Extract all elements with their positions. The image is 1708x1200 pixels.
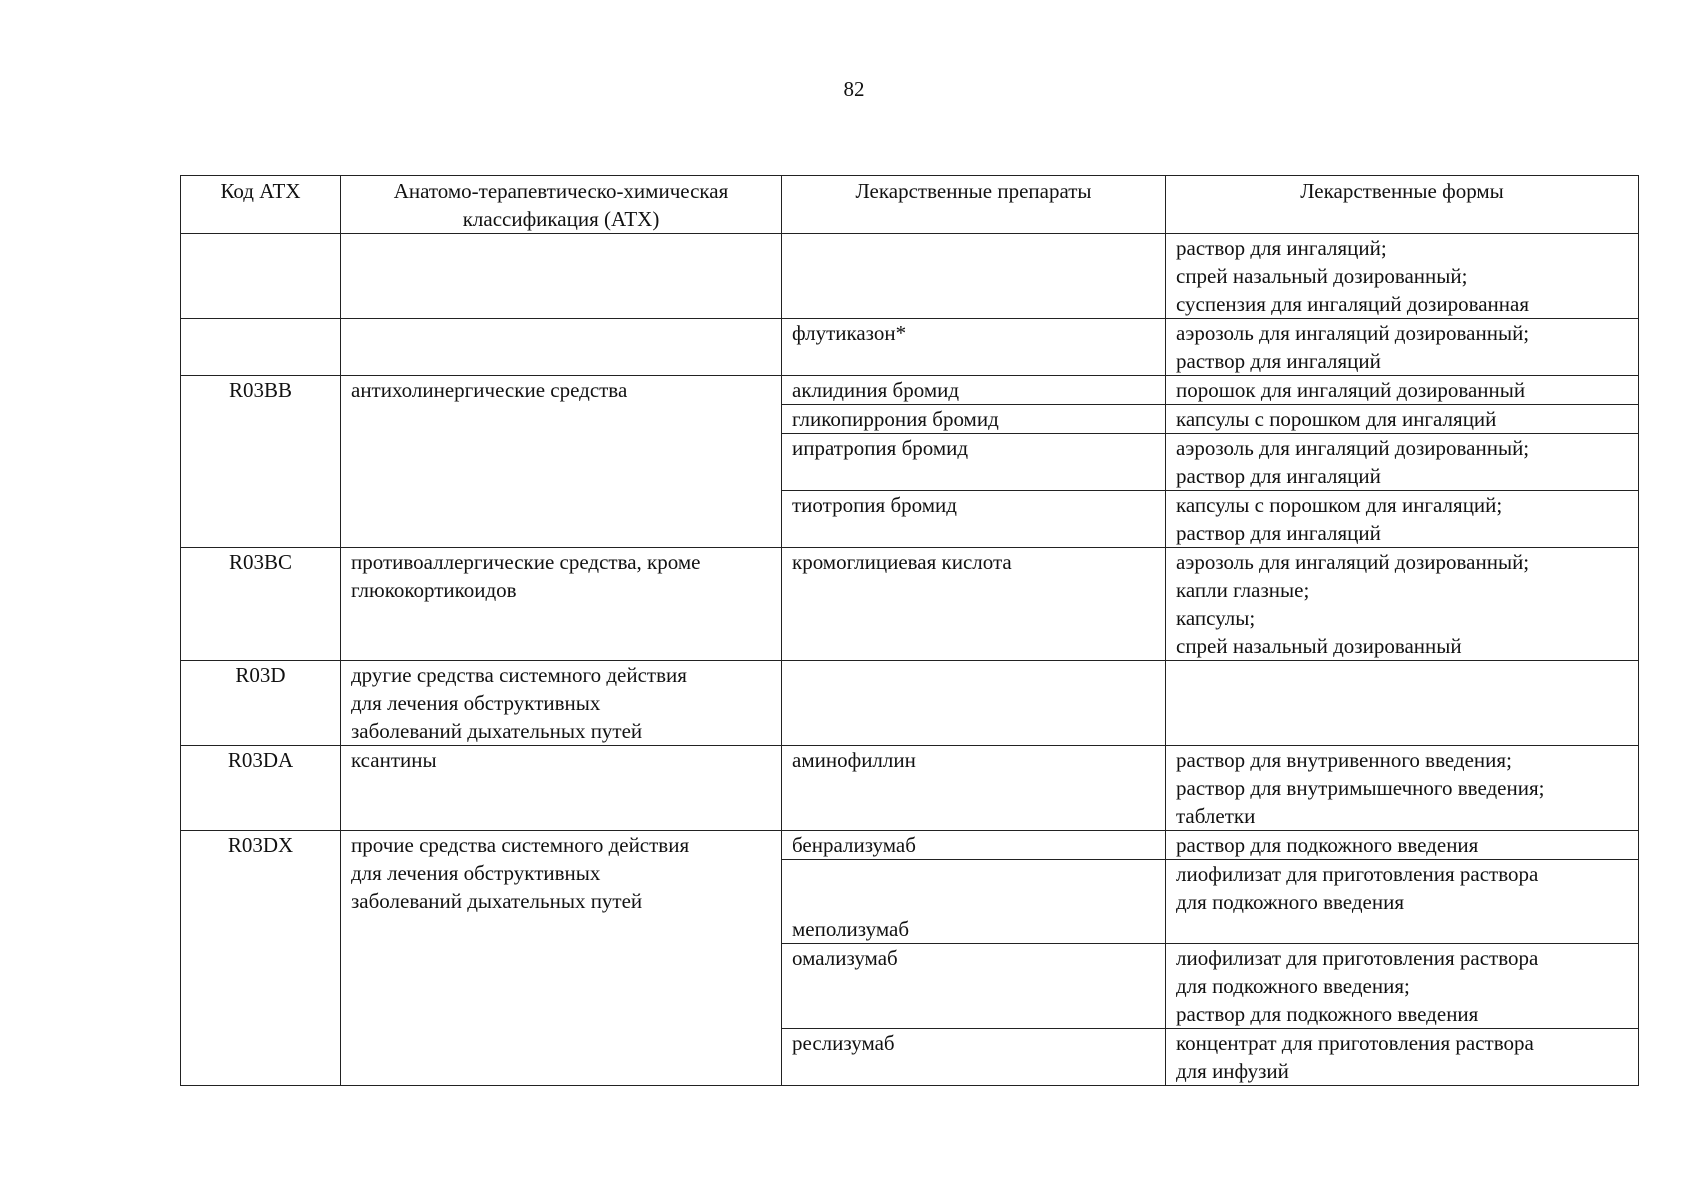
drug-name: ипратропия бромид bbox=[792, 436, 969, 460]
forms-cell bbox=[1166, 944, 1639, 1029]
form-line: аэрозоль для ингаляций дозированный; bbox=[1176, 436, 1530, 460]
drug-cell bbox=[782, 831, 1166, 860]
forms-cell bbox=[1166, 548, 1639, 661]
form-line: раствор для ингаляций bbox=[1176, 349, 1381, 373]
form-line: капсулы с порошком для ингаляций bbox=[1176, 407, 1497, 431]
drug-cell bbox=[782, 234, 1166, 319]
drug-cell bbox=[782, 661, 1166, 746]
table-row bbox=[181, 548, 1639, 661]
drug-name: тиотропия бромид bbox=[792, 493, 957, 517]
form-line: раствор для ингаляций bbox=[1176, 521, 1381, 545]
classification-line: заболеваний дыхательных путей bbox=[351, 719, 643, 743]
header-classification: Анатомо-терапевтическо-химическая классификация (АТХ) bbox=[341, 176, 782, 234]
drug-cell bbox=[782, 944, 1166, 1029]
form-line: раствор для подкожного введения bbox=[1176, 833, 1479, 857]
form-line: для подкожного введения; bbox=[1176, 974, 1410, 998]
page-number: 82 bbox=[843, 77, 865, 101]
forms-cell bbox=[1166, 860, 1639, 944]
drug-name: кромоглициевая кислота bbox=[792, 550, 1012, 574]
form-line: раствор для внутривенного введения; bbox=[1176, 748, 1512, 772]
form-line: аэрозоль для ингаляций дозированный; bbox=[1176, 550, 1530, 574]
drug-name: аклидиния бромид bbox=[792, 378, 960, 402]
form-line: раствор для ингаляций; bbox=[1176, 236, 1387, 260]
form-line: спрей назальный дозированный; bbox=[1176, 264, 1468, 288]
classification-cell bbox=[341, 661, 782, 746]
atc-code-cell: R03BB bbox=[181, 376, 341, 548]
forms-cell bbox=[1166, 831, 1639, 860]
drug-cell bbox=[782, 434, 1166, 491]
table-row bbox=[181, 234, 1639, 319]
form-line: капсулы с порошком для ингаляций; bbox=[1176, 493, 1503, 517]
form-line: для подкожного введения bbox=[1176, 890, 1404, 914]
atc-code-cell: R03D bbox=[181, 661, 341, 746]
table-row bbox=[181, 831, 1639, 860]
table-row bbox=[181, 319, 1639, 376]
form-line: раствор для ингаляций bbox=[1176, 464, 1381, 488]
forms-cell bbox=[1166, 746, 1639, 831]
classification-cell bbox=[341, 548, 782, 661]
drug-name: бенрализумаб bbox=[792, 833, 916, 857]
forms-cell bbox=[1166, 491, 1639, 548]
form-line: порошок для ингаляций дозированный bbox=[1176, 378, 1526, 402]
drug-cell bbox=[782, 1029, 1166, 1086]
atc-drug-table bbox=[180, 175, 1639, 1086]
drug-name: реслизумаб bbox=[792, 1031, 895, 1055]
drug-name: флутиказон* bbox=[792, 321, 907, 345]
classification-line: прочие средства системного действия bbox=[351, 833, 690, 857]
form-line: раствор для внутримышечного введения; bbox=[1176, 776, 1545, 800]
drug-name: гликопиррония бромид bbox=[792, 407, 999, 431]
drug-cell bbox=[782, 491, 1166, 548]
classification-line: глюкокортикоидов bbox=[351, 578, 517, 602]
classification-line: для лечения обструктивных bbox=[351, 691, 601, 715]
form-line: капсулы; bbox=[1176, 606, 1256, 630]
drug-cell bbox=[782, 860, 1166, 944]
atc-code-cell bbox=[181, 319, 341, 376]
form-line: концентрат для приготовления раствора bbox=[1176, 1031, 1534, 1055]
classification-cell bbox=[341, 831, 782, 1086]
form-line: аэрозоль для ингаляций дозированный; bbox=[1176, 321, 1530, 345]
atc-code-cell: R03BC bbox=[181, 548, 341, 661]
header-drugs: Лекарственные препараты bbox=[782, 176, 1166, 234]
drug-cell bbox=[782, 319, 1166, 376]
form-line: капли глазные; bbox=[1176, 578, 1310, 602]
classification-line: для лечения обструктивных bbox=[351, 861, 601, 885]
forms-cell bbox=[1166, 1029, 1639, 1086]
drug-name: меполизумаб bbox=[792, 917, 910, 941]
classification-cell bbox=[341, 319, 782, 376]
forms-cell bbox=[1166, 661, 1639, 746]
form-line: таблетки bbox=[1176, 804, 1256, 828]
table-row bbox=[181, 661, 1639, 746]
drug-cell bbox=[782, 746, 1166, 831]
drug-name: омализумаб bbox=[792, 946, 898, 970]
header-code: Код АТХ bbox=[181, 176, 341, 234]
header-forms: Лекарственные формы bbox=[1166, 176, 1639, 234]
forms-cell bbox=[1166, 405, 1639, 434]
atc-code-cell: R03DA bbox=[181, 746, 341, 831]
form-line: для инфузий bbox=[1176, 1059, 1289, 1083]
classification-line: другие средства системного действия bbox=[351, 663, 687, 687]
forms-cell bbox=[1166, 234, 1639, 319]
drug-cell bbox=[782, 376, 1166, 405]
drug-name: аминофиллин bbox=[792, 748, 916, 772]
classification-line: противоаллергические средства, кроме bbox=[351, 550, 701, 574]
classification-cell: ксантины bbox=[341, 746, 782, 831]
classification-cell bbox=[341, 234, 782, 319]
form-line: лиофилизат для приготовления раствора bbox=[1176, 946, 1539, 970]
atc-code-cell bbox=[181, 234, 341, 319]
forms-cell bbox=[1166, 376, 1639, 405]
drug-cell bbox=[782, 548, 1166, 661]
classification-cell: антихолинергические средства bbox=[341, 376, 782, 548]
form-line: лиофилизат для приготовления раствора bbox=[1176, 862, 1539, 886]
classification-line: заболеваний дыхательных путей bbox=[351, 889, 643, 913]
forms-cell bbox=[1166, 319, 1639, 376]
table-header-row bbox=[181, 176, 1639, 234]
form-line: спрей назальный дозированный bbox=[1176, 634, 1462, 658]
form-line: суспензия для ингаляций дозированная bbox=[1176, 292, 1530, 316]
atc-code-cell: R03DX bbox=[181, 831, 341, 1086]
drug-cell bbox=[782, 405, 1166, 434]
table-row bbox=[181, 376, 1639, 405]
forms-cell bbox=[1166, 434, 1639, 491]
table-row bbox=[181, 746, 1639, 831]
form-line: раствор для подкожного введения bbox=[1176, 1002, 1479, 1026]
